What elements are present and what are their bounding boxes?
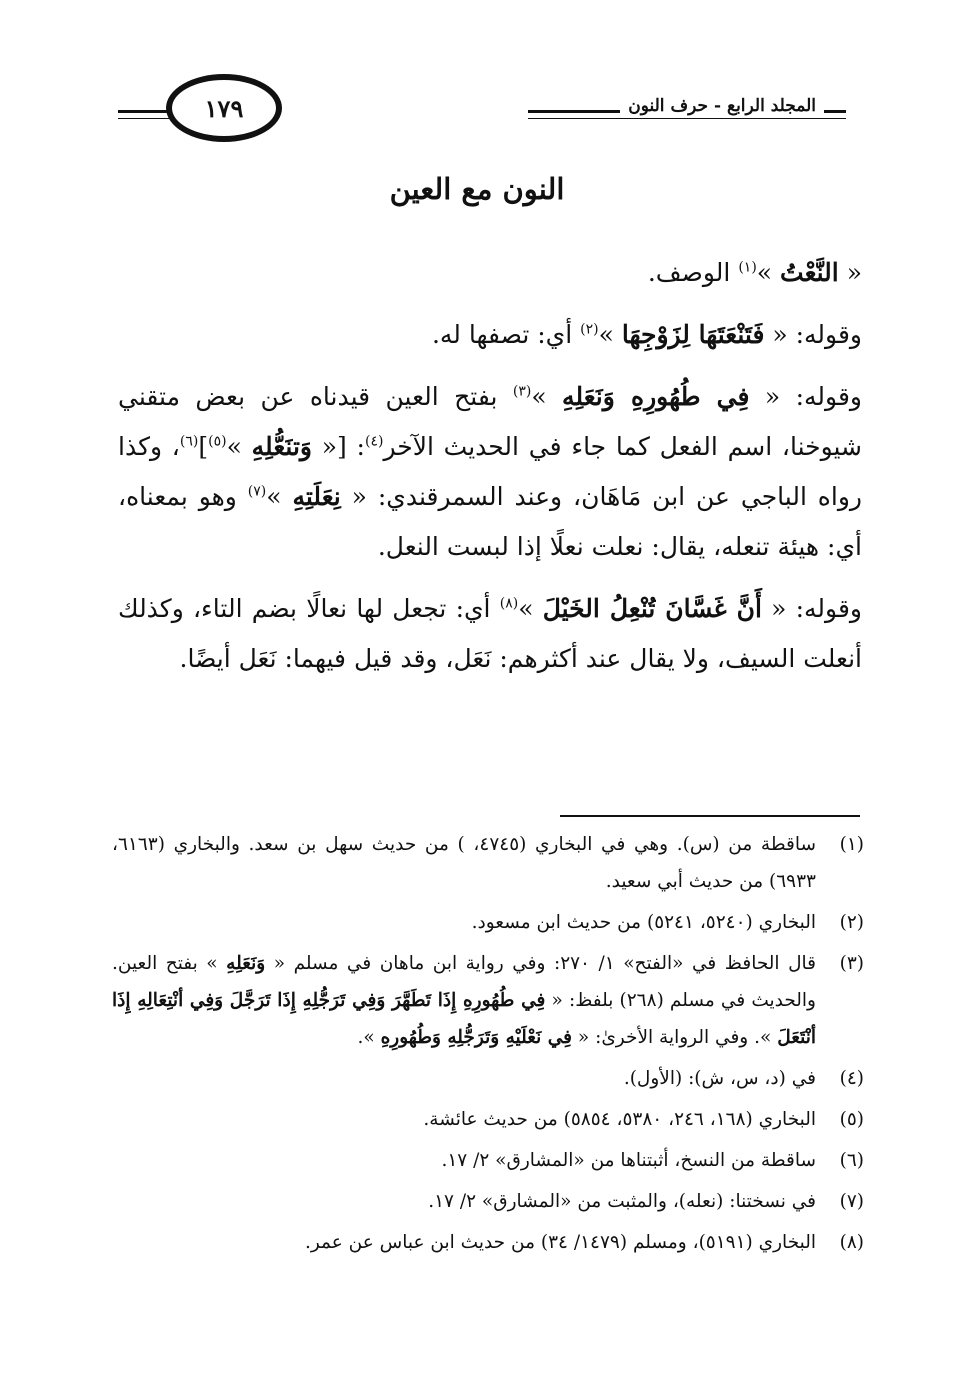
footnote-ref: (٨) xyxy=(499,595,519,612)
footnote-number: (٨) xyxy=(839,1232,864,1253)
text-segment: بفتح العين قيدناه عن بعض متقني شيوخنا، اسم الفعل كما جاء في الحديث الآخر xyxy=(118,382,862,461)
footnote-ref: (٢) xyxy=(580,321,599,338)
text-segment: في نسختنا: (نعله)، والمثبت من «المشارق» ٢/ ١٧. xyxy=(428,1191,816,1212)
paragraph xyxy=(118,310,862,360)
footnote-text xyxy=(112,826,816,900)
footnote xyxy=(112,945,864,1056)
text-segment: وهو بمعناه، أي: هيئة تنعله، يقال: نعلت نعلًا إذا لبست النعل. xyxy=(118,482,862,561)
footnote-number: (٣) xyxy=(839,953,864,974)
footnote-number: (١) xyxy=(839,834,864,855)
text-segment: » xyxy=(518,594,543,623)
text-segment: » xyxy=(266,482,293,511)
text-segment: » xyxy=(756,258,781,287)
text-segment: وقوله: « xyxy=(764,320,862,349)
text-segment: ساقطة من النسخ، أثبتناها من «المشارق» ٢/ ١٧. xyxy=(441,1150,816,1171)
hadith-quote: فِي طُهُورِهِ إِذَا تَطَهَّرَ وَفِي تَرَجُّلِهِ إِذَا تَرَجَّلَ وَفِي أنْتِعَالِهِ إِذَا أنْتَعَلَ xyxy=(112,990,816,1048)
running-head xyxy=(620,96,824,116)
footnote xyxy=(112,826,864,900)
header-separator: - xyxy=(713,96,722,116)
text-segment: » xyxy=(531,382,563,411)
footnote xyxy=(112,1101,864,1138)
text-segment: ، وكذا رواه الباجي عن ابن مَاهَان، وعند السمرقندي: « xyxy=(118,432,862,511)
text-segment: ساقطة من (س). وهي في البخاري (٤٧٤٥، ) من حديث سهل بن سعد. والبخاري (٦١٦٣، ٦٩٣٣) من حديث أبي سعيد. xyxy=(112,834,816,892)
footnote-number: (٤) xyxy=(839,1068,864,1089)
footnote-ref: (٤) xyxy=(364,433,384,450)
paragraph xyxy=(118,248,862,298)
text-segment: البخاري (٥١٩١)، ومسلم (١٤٧٩/ ٣٤) من حديث ابن عباس عن عمر. xyxy=(304,1232,816,1253)
hadith-quote: فَتَنْعَتَهَا لِزَوْجِهَا xyxy=(621,320,765,349)
main-text xyxy=(118,248,862,696)
text-segment: وقوله: « xyxy=(761,594,862,623)
text-segment: : [« xyxy=(311,432,365,461)
footnote-number: (٦) xyxy=(839,1150,864,1171)
text-segment: أي: تصفها له. xyxy=(431,320,581,349)
paragraph xyxy=(118,584,862,684)
text-segment: البخاري (١٦٨، ٢٤٦، ٥٣٨٠، ٥٨٥٤) من حديث عائشة. xyxy=(423,1109,816,1130)
footnote-text xyxy=(112,1060,816,1097)
footnote-ref: (٧) xyxy=(247,483,267,500)
page-number: ١٧٩ xyxy=(166,74,282,142)
hadith-quote: وَتنَعُّلِهِ xyxy=(251,432,312,461)
footnote xyxy=(112,904,864,941)
paragraph xyxy=(118,372,862,572)
footnote-divider xyxy=(560,815,860,817)
footnote-ref: (٥) xyxy=(208,433,227,450)
text-segment: » xyxy=(226,432,252,461)
text-segment: ] xyxy=(198,432,209,461)
text-segment: البخاري (٥٢٤٠، ٥٢٤١) من حديث ابن مسعود. xyxy=(471,912,816,933)
hadith-quote: فِي نَعْلَيْهِ وَتَرَجُّلِهِ وَطُهُورِهِ xyxy=(380,1027,573,1048)
text-segment: ». وفي الرواية الأخرىٰ: « xyxy=(572,1027,778,1048)
chapter-label: حرف النون xyxy=(628,96,708,116)
footnote-number: (٢) xyxy=(839,912,864,933)
footnote-text xyxy=(112,1101,816,1138)
footnote-text xyxy=(112,904,816,941)
footnote-ref: (١) xyxy=(738,259,757,276)
text-segment: » بفتح العين. والحديث في مسلم (٢٦٨) بلفظ: « xyxy=(112,953,816,1011)
footnote-text xyxy=(112,1224,816,1261)
footnote-text xyxy=(112,945,816,1056)
footnote xyxy=(112,1060,864,1097)
text-segment: في (د، س، ش): (الأول). xyxy=(623,1068,816,1089)
footnote-text xyxy=(112,1183,816,1220)
hadith-quote: النَّعْتُ xyxy=(780,258,839,287)
footnote-ref: (٣) xyxy=(512,383,532,400)
footnote-number: (٧) xyxy=(839,1191,864,1212)
text-segment: الوصف. xyxy=(647,258,739,287)
text-segment: » xyxy=(598,320,622,349)
text-segment: ». xyxy=(357,1027,381,1048)
footnote xyxy=(112,1142,864,1179)
footnote xyxy=(112,1224,864,1261)
text-segment: وقوله: « xyxy=(749,382,862,411)
text-segment: أي: تجعل لها نعالًا بضم التاء، وكذلك أنعلت السيف، ولا يقال عند أكثرهم: نَعَل، وقد قيل فيهما: نَعَل أيضًا. xyxy=(118,594,862,673)
section-title: النون مع العين xyxy=(389,172,565,206)
volume-label: المجلد الرابع xyxy=(727,96,816,116)
text-segment: قال الحافظ في «الفتح» ١/ ٢٧٠: وفي رواية ابن ماهان في مسلم « xyxy=(265,953,816,974)
hadith-quote: أَنَّ غَسَّانَ تُنْعِلُ الخَيْلَ xyxy=(542,594,762,623)
footnote xyxy=(112,1183,864,1220)
footnote-number: (٥) xyxy=(839,1109,864,1130)
hadith-quote: فِي طُهُورِهِ وَنَعَلِهِ xyxy=(562,382,750,411)
footnote-ref: (٦) xyxy=(179,433,199,450)
footnotes xyxy=(112,826,864,1265)
footnote-text xyxy=(112,1142,816,1179)
hadith-quote: نِعَلَتِهِ xyxy=(292,482,341,511)
hadith-quote: وَنَعَلِهِ xyxy=(226,953,266,974)
text-segment: « xyxy=(838,258,862,287)
page-header xyxy=(118,72,846,146)
